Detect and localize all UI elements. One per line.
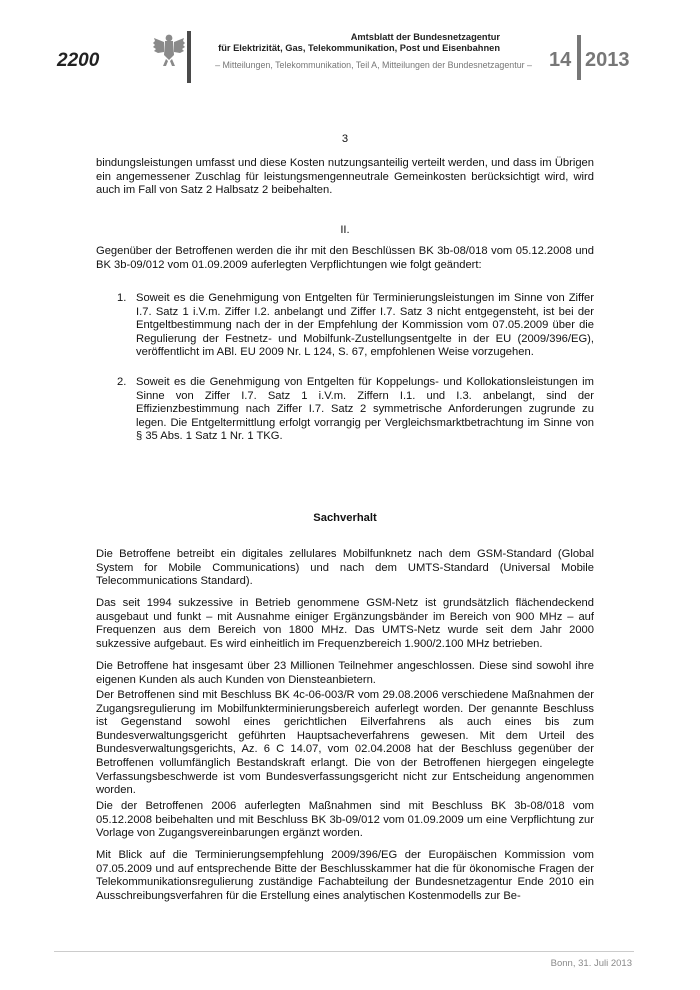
paragraph: Die Betroffene betreibt ein digitales zellulares Mobilfunknetz nach dem GSM-Standard (Global System for Mobile Communications) und nach dem UMTS-Standard (Universal Mobile Telecommunications Standard). (96, 548, 594, 588)
roman-heading: II. (340, 224, 350, 236)
list-item-number: 2. (117, 376, 127, 388)
section-number: 3 (341, 133, 349, 145)
paragraph-intro: bindungsleistungen umfasst und diese Kosten nutzungsanteilig verteilt werden, und dass im Übrigen ein angemessener Zuschlag für leistungsmengenneutrale Gemeinkosten berücksichtigt wird, wird auch im Fall von Satz 2 Halbsatz 2 beibehalten. (96, 157, 594, 197)
list-item-number: 1. (117, 292, 127, 304)
paragraph: Mit Blick auf die Terminierungsempfehlung 2009/396/EG der Europäischen Kommission vom 07.05.2009 und auf entsprechende Bitte der Beschlusskammer hat die für ökonomische Fragen der Telekommunikationsregulierung zuständige Fachabteilung der Bundesnetzagentur Ende 2010 ein Ausschreibungsverfahren für die Erstellung eines analytischen Kostenmodells zur Be- (96, 849, 594, 902)
page-number: 2200 (57, 50, 100, 71)
gazette-title: Amtsblatt der Bundesnetzagentur (350, 32, 500, 42)
paragraph: Der Betroffenen sind mit Beschluss BK 4c-06-003/R vom 29.08.2006 verschiedene Maßnahmen der Zugangsregulierung im Mobilfunkterminierungsbereich auferlegt worden. Der genannte Beschluss ist Gegenstand sowohl eines gerichtlichen Eilverfahrens als auch eines bis zum Bundesverwaltungsgericht geführten Hauptsacheverfahrens gewesen. Mit dem Urteil des Bundesverwaltungsgerichts, Az. 6 C 14.07, vom 02.04.2008 hat der Beschluss gegenüber der Betroffenen vollumfänglich Bestandskraft erlangt. Die von der Betroffenen hiergegen eingelegte Verfassungsbeschwerde ist vom Bundesverfassungsgericht nicht zur Entscheidung angenommen worden. (96, 689, 594, 797)
paragraph: Das seit 1994 sukzessive in Betrieb genommene GSM-Netz ist grundsätzlich flächendeckend ausgebaut und funkt – mit Ausnahme einiger Ergänzungsbänder im Bereich von 900 MHz – auf Frequenzen aus dem Bereich von 1800 MHz. Das UMTS-Netz wurde seit dem Jahr 2000 sukzessive aufgebaut. Es wird einheitlich im Frequenzbereich 1.900/2.100 MHz betrieben. (96, 597, 594, 650)
list-item: Soweit es die Genehmigung von Entgelten für Koppelungs- und Kollokationsleistungen im Sinne von Ziffer I.7. Satz 1 i.V.m. Ziffern I.1. und I.3. anbelangt, sind der Effizienzbestimmung nach Ziffer I.7. Satz 2 symmetrische Anforderungen zugrunde zu legen. Die Entgeltermittlung erfolgt vorrangig per Vergleichsmarktbetrachtung im Sinne von § 35 Abs. 1 Satz 1 Nr. 1 TKG. (136, 376, 594, 443)
footer-place-date: Bonn, 31. Juli 2013 (550, 958, 632, 969)
federal-eagle-icon (152, 32, 186, 68)
issue-year: 2013 (585, 49, 630, 71)
issue-divider (577, 35, 581, 80)
paragraph-ii: Gegenüber der Betroffenen werden die ihr mit den Beschlüssen BK 3b-08/018 vom 05.12.2008 und BK 3b-09/012 vom 01.09.2009 auferlegten Verpflichtungen wie folgt geändert: (96, 245, 594, 271)
list-item: Soweit es die Genehmigung von Entgelten für Terminierungsleistungen im Sinne von Ziffer I.7. Satz 1 i.V.m. Ziffer I.2. anbelangt und Ziffer I.7. Satz 3 nicht entgegensteht, ist bei der Entgeltbestimmung nach der in der Empfehlung der Kommission vom 07.05.2009 über die Regulierung der Festnetz- und Mobilfunk-Zustellungsentgelte in der EU (2009/396/EG), veröffentlicht im ABl. EU 2009 Nr. L 124, S. 67, empfohlenen Weise vorzugehen. (136, 292, 594, 359)
gazette-section: – Mitteilungen, Telekommunikation, Teil A, Mitteilungen der Bundesnetzagentur – (215, 60, 532, 70)
paragraph: Die Betroffene hat insgesamt über 23 Millionen Teilnehmer angeschlossen. Diese sind sowohl ihre eigenen Kunden als auch Kunden von Diensteanbietern. (96, 660, 594, 686)
issue-number: 14 (549, 49, 572, 71)
footer-rule (54, 951, 634, 952)
paragraph: Die der Betroffenen 2006 auferlegten Maßnahmen sind mit Beschluss BK 3b-08/018 vom 05.12.2008 beibehalten und mit Beschluss BK 3b-09/012 vom 01.09.2009 um eine Verpflichtung zur Vorlage von Zugangsvereinbarungen ergänzt worden. (96, 800, 594, 840)
section-heading: Sachverhalt (313, 512, 377, 524)
gazette-subtitle: für Elektrizität, Gas, Telekommunikation, Post und Eisenbahnen (218, 43, 500, 53)
